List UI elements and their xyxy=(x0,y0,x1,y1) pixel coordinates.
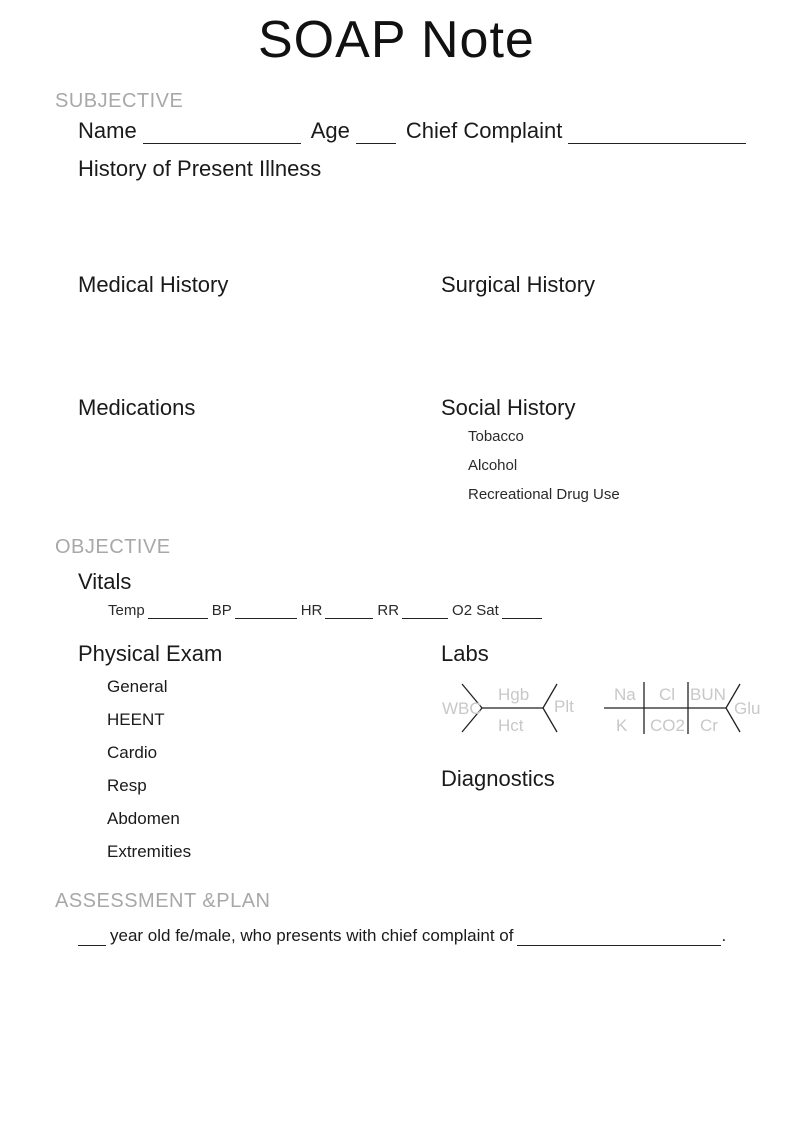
social-item-tobacco: Tobacco xyxy=(468,428,524,445)
social-history-label: Social History xyxy=(441,395,576,420)
hr-field[interactable] xyxy=(325,617,373,619)
temp-field[interactable] xyxy=(148,617,208,619)
chief-complaint-label: Chief Complaint xyxy=(405,118,563,143)
bmp-glu-label: Glu xyxy=(734,699,760,718)
assessment-sentence xyxy=(78,926,726,946)
assessment-plan-heading: ASSESSMENT &PLAN xyxy=(55,890,271,912)
exam-item-resp: Resp xyxy=(107,776,147,795)
bp-label: BP xyxy=(211,602,232,619)
bmp-fishbone-diagram xyxy=(600,678,760,738)
age-label: Age xyxy=(310,118,350,143)
cbc-hct-label: Hct xyxy=(498,716,524,735)
o2-sat-field[interactable] xyxy=(502,617,542,619)
patient-info-row xyxy=(78,118,746,144)
name-label: Name xyxy=(78,118,137,143)
bmp-cl-label: Cl xyxy=(659,685,676,704)
bmp-cr-label: Cr xyxy=(700,716,718,735)
social-item-drugs: Recreational Drug Use xyxy=(468,486,620,503)
hr-label: HR xyxy=(300,602,323,619)
objective-heading: OBJECTIVE xyxy=(55,536,171,558)
cbc-plt-label: Plt xyxy=(554,697,574,716)
bmp-bun-label: BUN xyxy=(690,685,726,704)
chief-complaint-field[interactable] xyxy=(568,142,746,144)
bp-field[interactable] xyxy=(235,617,297,619)
cbc-fishbone-diagram xyxy=(440,678,580,738)
temp-label: Temp xyxy=(108,602,145,619)
diagnostics-label: Diagnostics xyxy=(441,766,555,791)
assessment-period: . xyxy=(721,926,727,945)
age-blank-field[interactable] xyxy=(78,944,106,946)
cbc-wbc-label: WBC xyxy=(442,699,482,718)
bmp-na-label: Na xyxy=(614,685,636,704)
assessment-complaint-field[interactable] xyxy=(517,944,721,946)
bmp-co2-label: CO2 xyxy=(650,716,685,735)
exam-item-general: General xyxy=(107,677,168,696)
physical-exam-label: Physical Exam xyxy=(78,641,223,666)
page-title: SOAP Note xyxy=(258,11,535,69)
rr-field[interactable] xyxy=(402,617,448,619)
social-item-alcohol: Alcohol xyxy=(468,457,518,474)
bmp-k-label: K xyxy=(616,716,628,735)
name-field[interactable] xyxy=(143,142,301,144)
subjective-heading: SUBJECTIVE xyxy=(55,90,184,112)
labs-label: Labs xyxy=(441,641,489,666)
o2-sat-label: O2 Sat xyxy=(452,602,499,619)
cbc-hgb-label: Hgb xyxy=(498,685,530,704)
rr-label: RR xyxy=(377,602,400,619)
assessment-text: year old fe/male, who presents with chief complaint of xyxy=(110,926,514,945)
age-field[interactable] xyxy=(356,142,396,144)
exam-item-heent: HEENT xyxy=(107,710,165,729)
surgical-history-label: Surgical History xyxy=(441,272,596,297)
exam-item-extremities: Extremities xyxy=(107,842,192,861)
medications-label: Medications xyxy=(78,395,196,420)
medical-history-label: Medical History xyxy=(78,272,229,297)
exam-item-cardio: Cardio xyxy=(107,743,158,762)
exam-item-abdomen: Abdomen xyxy=(107,809,180,828)
vitals-row xyxy=(108,602,542,619)
vitals-label: Vitals xyxy=(78,569,132,594)
hpi-label: History of Present Illness xyxy=(78,156,322,181)
